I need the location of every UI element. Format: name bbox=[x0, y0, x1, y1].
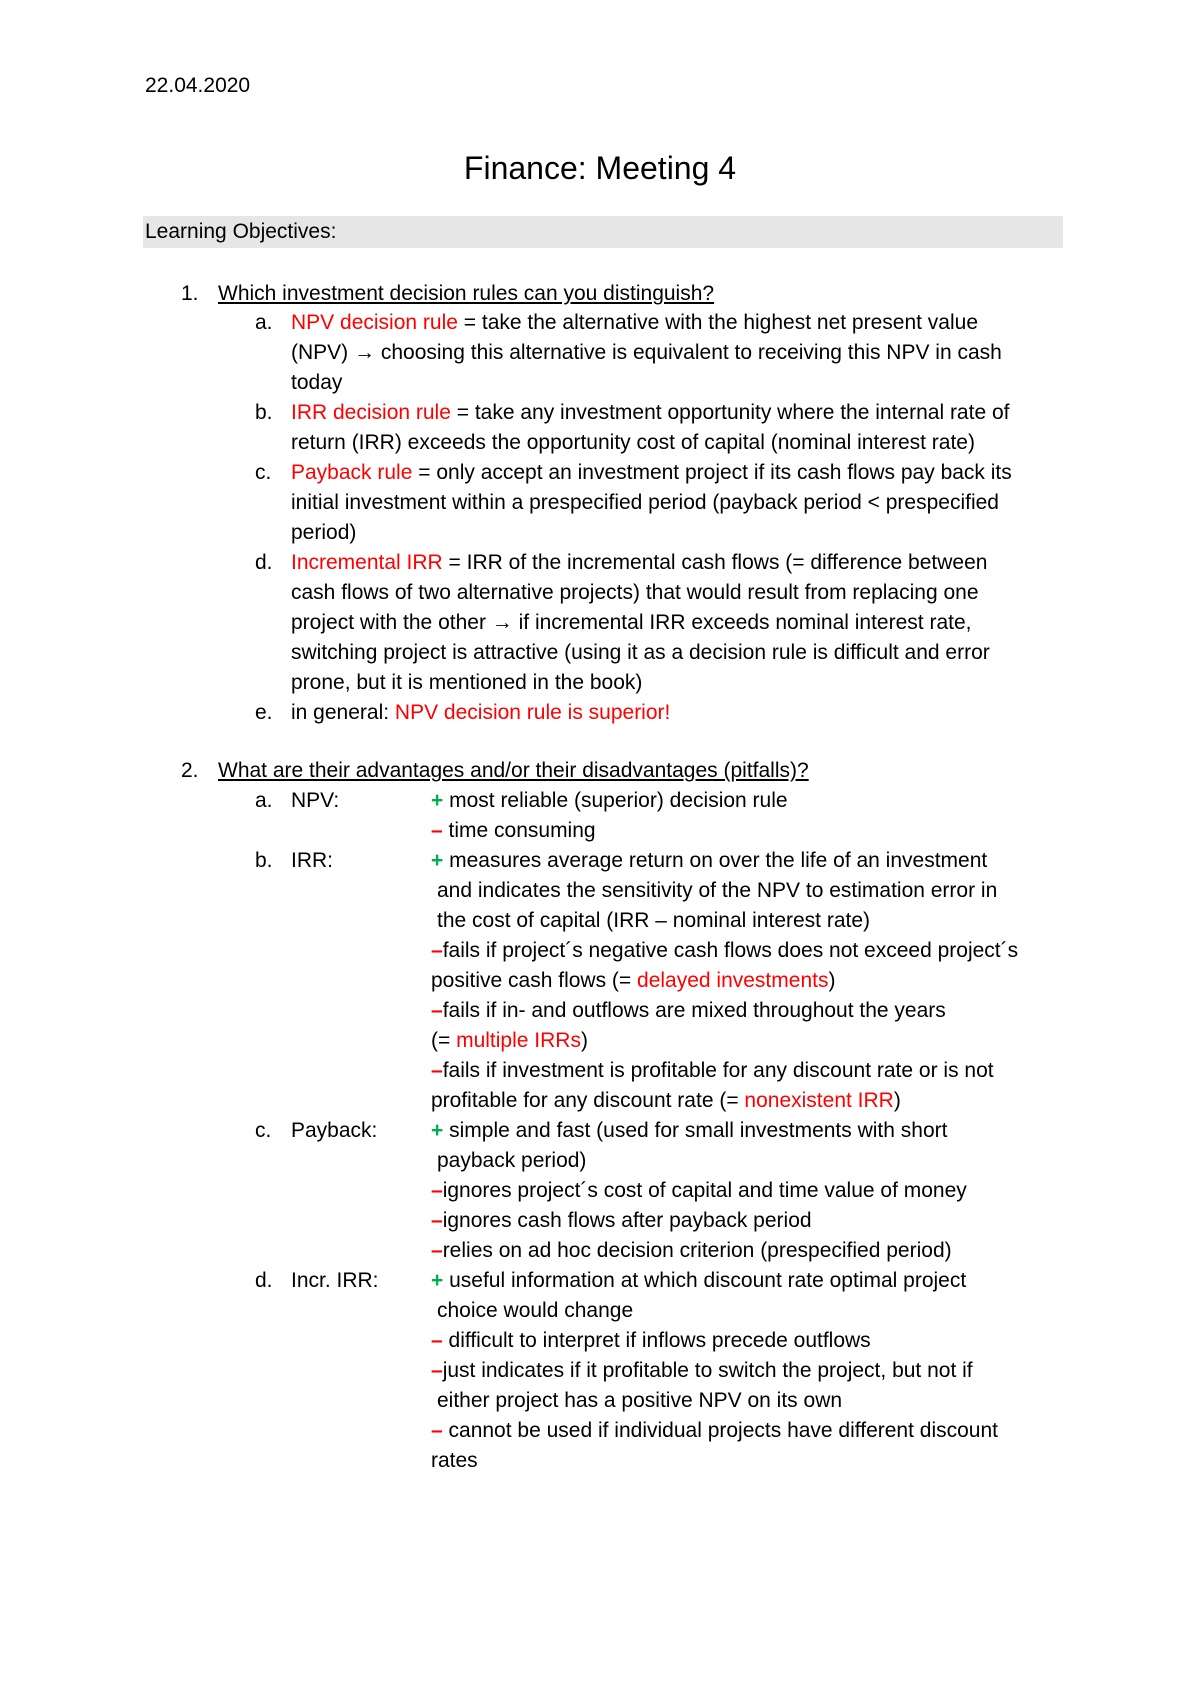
term-incremental-irr: Incremental IRR bbox=[291, 551, 443, 574]
learning-objectives-heading bbox=[143, 216, 1063, 248]
text: initial investment within a prespecified period (payback period < prespecified bbox=[291, 491, 999, 514]
advantage-text: most reliable (superior) decision rule bbox=[443, 789, 788, 812]
minus-sign: – bbox=[431, 999, 443, 1022]
minus-sign: – bbox=[431, 1239, 443, 1262]
text: cash flows of two alternative projects) that would result from replacing one bbox=[291, 581, 979, 604]
list-letter: c. bbox=[255, 1119, 272, 1142]
disadvantage-text: either project has a positive NPV on its own bbox=[437, 1389, 843, 1412]
text: project with the other → if incremental IRR exceeds nominal interest rate, bbox=[291, 611, 972, 634]
disadvantage-text: cannot be used if individual projects have different discount bbox=[442, 1419, 998, 1442]
disadvantage-text: time consuming bbox=[442, 819, 596, 842]
text: ) bbox=[828, 969, 836, 992]
text: profitable for any discount rate (= bbox=[431, 1089, 745, 1112]
advantage-text: payback period) bbox=[437, 1149, 587, 1172]
plus-sign: + bbox=[431, 1119, 444, 1142]
text: (= bbox=[431, 1029, 457, 1052]
text: = only accept an investment project if its cash flows pay back its bbox=[412, 461, 1012, 484]
text: switching project is attractive (using it as a decision rule is difficult and error bbox=[291, 641, 990, 664]
text: = take any investment opportunity where the internal rate of bbox=[450, 401, 1010, 424]
list-letter: a. bbox=[255, 311, 273, 334]
question-1-number: 1. bbox=[181, 282, 199, 305]
disadvantage-text: rates bbox=[431, 1449, 478, 1472]
list-letter: a. bbox=[255, 789, 273, 812]
question-2-number: 2. bbox=[181, 759, 199, 782]
minus-sign: – bbox=[431, 1329, 443, 1352]
advantage-text: useful information at which discount rate optimal project bbox=[443, 1269, 967, 1292]
term-delayed-investments: delayed investments bbox=[637, 969, 829, 992]
advantage-text: and indicates the sensitivity of the NPV to estimation error in bbox=[437, 879, 998, 902]
question-2-text: What are their advantages and/or their disadvantages (pitfalls)? bbox=[218, 759, 809, 782]
list-letter: c. bbox=[255, 461, 272, 484]
text: ) bbox=[893, 1089, 901, 1112]
plus-sign: + bbox=[431, 1269, 444, 1292]
disadvantage-text: ignores project´s cost of capital and time value of money bbox=[442, 1179, 967, 1202]
text: (NPV) → choosing this alternative is equivalent to receiving this NPV in cash bbox=[291, 341, 1002, 364]
rule-label: NPV: bbox=[291, 789, 340, 812]
learning-objectives-label: Learning Objectives: bbox=[145, 220, 337, 243]
disadvantage-text: relies on ad hoc decision criterion (prespecified period) bbox=[442, 1239, 952, 1262]
disadvantage-text: fails if in- and outflows are mixed throughout the years bbox=[442, 999, 946, 1022]
text: = take the alternative with the highest net present value bbox=[457, 311, 978, 334]
disadvantage-text: fails if project´s negative cash flows does not exceed project´s bbox=[442, 939, 1019, 962]
list-letter: e. bbox=[255, 701, 273, 724]
minus-sign: – bbox=[431, 819, 443, 842]
minus-sign: – bbox=[431, 1419, 443, 1442]
rule-label: Payback: bbox=[291, 1119, 378, 1142]
disadvantage-text: fails if investment is profitable for any discount rate or is not bbox=[442, 1059, 994, 1082]
text: positive cash flows (= bbox=[431, 969, 638, 992]
text: in general: bbox=[291, 701, 395, 724]
text: return (IRR) exceeds the opportunity cost of capital (nominal interest rate) bbox=[291, 431, 975, 454]
disadvantage-text: ignores cash flows after payback period bbox=[442, 1209, 812, 1232]
minus-sign: – bbox=[431, 939, 443, 962]
list-letter: d. bbox=[255, 551, 273, 574]
term-multiple-irrs: multiple IRRs bbox=[456, 1029, 581, 1052]
list-letter: d. bbox=[255, 1269, 273, 1292]
text: ) bbox=[580, 1029, 588, 1052]
text: prone, but it is mentioned in the book) bbox=[291, 671, 643, 694]
advantage-text: the cost of capital (IRR – nominal interest rate) bbox=[437, 909, 871, 932]
text: = IRR of the incremental cash flows (= difference between bbox=[442, 551, 988, 574]
advantage-text: choice would change bbox=[437, 1299, 634, 1322]
plus-sign: + bbox=[431, 789, 444, 812]
minus-sign: – bbox=[431, 1179, 443, 1202]
term-payback-rule: Payback rule bbox=[291, 461, 413, 484]
list-letter: b. bbox=[255, 401, 273, 424]
rule-label: Incr. IRR: bbox=[291, 1269, 379, 1292]
list-letter: b. bbox=[255, 849, 273, 872]
minus-sign: – bbox=[431, 1059, 443, 1082]
term-nonexistent-irr: nonexistent IRR bbox=[744, 1089, 894, 1112]
disadvantage-text: difficult to interpret if inflows precede outflows bbox=[442, 1329, 871, 1352]
advantage-text: measures average return on over the life of an investment bbox=[443, 849, 988, 872]
plus-sign: + bbox=[431, 849, 444, 872]
npv-superior-note: NPV decision rule is superior! bbox=[394, 701, 671, 724]
advantage-text: simple and fast (used for small investments with short bbox=[443, 1119, 948, 1142]
minus-sign: – bbox=[431, 1359, 443, 1382]
text: today bbox=[291, 371, 343, 394]
text: period) bbox=[291, 521, 357, 544]
date: 22.04.2020 bbox=[145, 74, 251, 97]
minus-sign: – bbox=[431, 1209, 443, 1232]
disadvantage-text: just indicates if it profitable to switch the project, but not if bbox=[442, 1359, 973, 1382]
question-1-text: Which investment decision rules can you distinguish? bbox=[218, 282, 715, 305]
rule-label: IRR: bbox=[291, 849, 333, 872]
term-npv-decision-rule: NPV decision rule bbox=[291, 311, 458, 334]
page-title: Finance: Meeting 4 bbox=[463, 150, 737, 186]
term-irr-decision-rule: IRR decision rule bbox=[291, 401, 451, 424]
